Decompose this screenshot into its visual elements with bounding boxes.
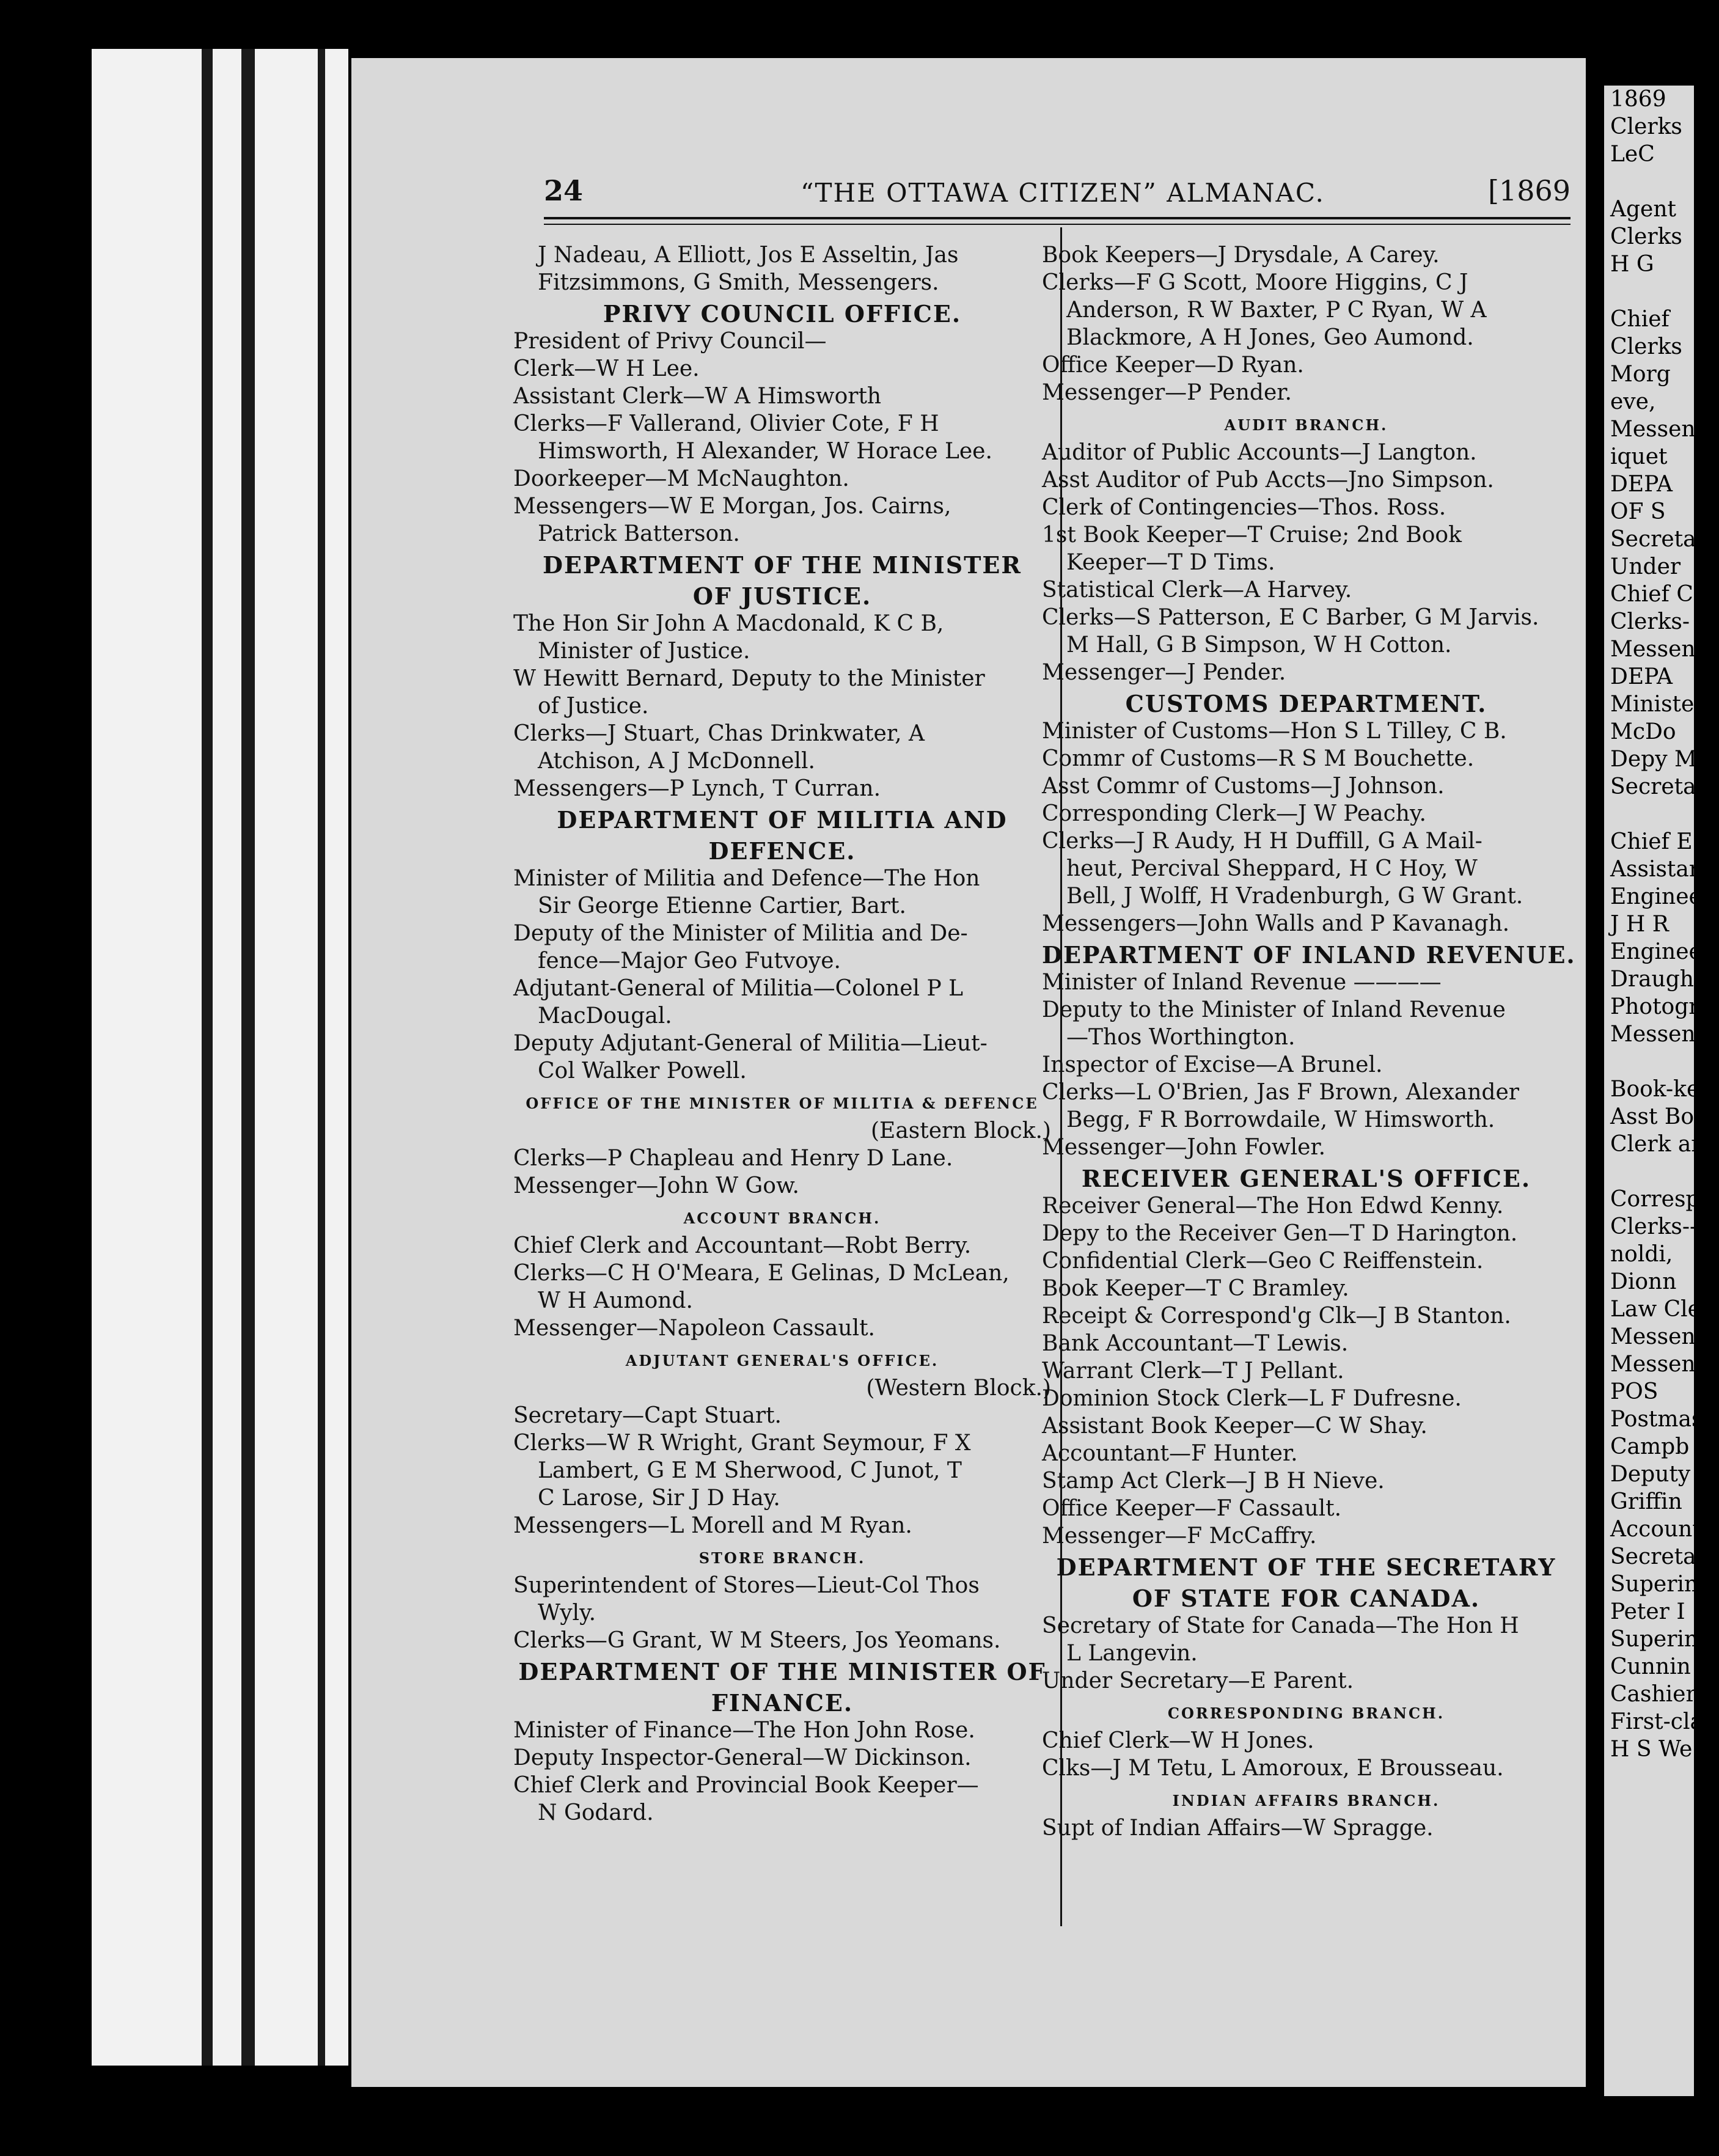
entry-line: Fitzsimmons, G Smith, Messengers. xyxy=(538,270,939,295)
entry-line: (Eastern Block.) xyxy=(871,1118,1051,1143)
next-page-line xyxy=(1604,168,1694,196)
next-page-line: Assistan xyxy=(1610,857,1704,882)
entry-line: Messenger—John Fowler. xyxy=(1042,1135,1326,1160)
next-page-line: Clerks xyxy=(1610,334,1682,359)
next-page-line: Superint xyxy=(1610,1572,1707,1597)
branch-heading: STORE BRANCH. xyxy=(698,1549,866,1567)
entry-line: Patrick Batterson. xyxy=(538,521,740,546)
entry-line: Doorkeeper—M McNaughton. xyxy=(513,466,849,491)
next-page-line xyxy=(1604,278,1694,306)
next-page-line: Depy M xyxy=(1610,747,1697,772)
entry-line: Bell, J Wolff, H Vradenburgh, G W Grant. xyxy=(1066,884,1523,909)
entry-line: Confidential Clerk—Geo C Reiffenstein. xyxy=(1042,1248,1484,1274)
next-page-line: H S We xyxy=(1610,1737,1693,1762)
entry-line: —Thos Worthington. xyxy=(1066,1025,1296,1050)
next-page-line xyxy=(1604,1048,1694,1076)
entry-line: Superintendent of Stores—Lieut-Col Thos xyxy=(513,1573,980,1598)
entry-line: Auditor of Public Accounts—J Langton. xyxy=(1042,440,1477,465)
entry-line: Clerks—L O'Brien, Jas F Brown, Alexander xyxy=(1042,1080,1519,1105)
entry-line: Corresponding Clerk—J W Peachy. xyxy=(1042,801,1426,826)
entry-line: Clerk of Contingencies—Thos. Ross. xyxy=(1042,495,1446,520)
entry-line: Clerks—J Stuart, Chas Drinkwater, A xyxy=(513,721,925,746)
next-page-line: Asst Boo xyxy=(1610,1104,1707,1129)
entry-line: Minister of Inland Revenue ———— xyxy=(1042,970,1442,995)
entry-line: Chief Clerk and Accountant—Robt Berry. xyxy=(513,1233,972,1258)
header-rule xyxy=(544,224,1571,225)
entry-line: Messenger—F McCaffry. xyxy=(1042,1524,1317,1549)
entry-line: Deputy of the Minister of Militia and De- xyxy=(513,921,968,946)
entry-line: Book Keepers—J Drysdale, A Carey. xyxy=(1042,243,1440,268)
next-page-line: LeC xyxy=(1610,142,1655,167)
entry-line: Adjutant-General of Militia—Colonel P L xyxy=(513,976,964,1001)
entry-line: W H Aumond. xyxy=(538,1288,693,1313)
entry-line: Minister of Justice. xyxy=(538,639,750,664)
next-page-line: Cashier-- xyxy=(1610,1682,1712,1707)
next-page-line: Dionn xyxy=(1610,1269,1677,1294)
section-heading: OF JUSTICE. xyxy=(692,582,872,610)
entry-line: Deputy to the Minister of Inland Revenue xyxy=(1042,997,1506,1022)
entry-line: Assistant Clerk—W A Himsworth xyxy=(513,384,882,409)
section-heading: DEFENCE. xyxy=(708,837,856,865)
entry-line: Depy to the Receiver Gen—T D Harington. xyxy=(1042,1221,1518,1246)
entry-line: Messengers—P Lynch, T Curran. xyxy=(513,776,881,801)
page-year: [1869 xyxy=(1487,174,1571,207)
entry-line: Bank Accountant—T Lewis. xyxy=(1042,1331,1349,1356)
entry-line: Accountant—F Hunter. xyxy=(1042,1441,1298,1466)
entry-line: Receipt & Correspond'g Clk—J B Stanton. xyxy=(1042,1304,1511,1329)
entry-line: MacDougal. xyxy=(538,1003,672,1028)
branch-heading: AUDIT BRANCH. xyxy=(1224,416,1388,434)
entry-line: Messengers—W E Morgan, Jos. Cairns, xyxy=(513,494,951,519)
next-page-line: Deputy xyxy=(1610,1462,1691,1487)
next-page-line: Clerks xyxy=(1610,224,1682,249)
next-page-line: Law Cle xyxy=(1610,1297,1701,1322)
next-page-line: Secretary xyxy=(1610,1544,1719,1569)
entry-line: Messenger—J Pender. xyxy=(1042,660,1286,685)
entry-line: Dominion Stock Clerk—L F Dufresne. xyxy=(1042,1386,1462,1411)
next-page-line: Chief xyxy=(1610,307,1670,332)
entry-line: Clerks—W R Wright, Grant Seymour, F X xyxy=(513,1431,971,1456)
section-heading: PRIVY COUNCIL OFFICE. xyxy=(603,300,962,328)
next-page-line: Messeng xyxy=(1610,1324,1710,1349)
branch-heading: INDIAN AFFAIRS BRANCH. xyxy=(1172,1792,1440,1810)
entry-line: J Nadeau, A Elliott, Jos E Asseltin, Jas xyxy=(538,243,959,268)
section-heading: DEPARTMENT OF THE MINISTER OF xyxy=(518,1658,1046,1685)
next-page-line: McDo xyxy=(1610,719,1676,744)
entry-line: Assistant Book Keeper—C W Shay. xyxy=(1042,1414,1428,1439)
entry-line: Inspector of Excise—A Brunel. xyxy=(1042,1052,1383,1077)
entry-line: Minister of Finance—The Hon John Rose. xyxy=(513,1718,975,1743)
next-page-line: Campb xyxy=(1610,1434,1690,1459)
entry-line: Clerks—F G Scott, Moore Higgins, C J xyxy=(1042,270,1468,295)
page-edge-line xyxy=(241,49,255,2066)
branch-heading: OFFICE OF THE MINISTER OF MILITIA & DEFENCE xyxy=(526,1094,1039,1112)
entry-line: fence—Major Geo Futvoye. xyxy=(538,948,841,974)
entry-line: Messenger—John W Gow. xyxy=(513,1173,799,1198)
entry-line: Clerks—S Patterson, E C Barber, G M Jarvis. xyxy=(1042,605,1539,630)
entry-line: Commr of Customs—R S M Bouchette. xyxy=(1042,746,1475,771)
entry-line: Office Keeper—D Ryan. xyxy=(1042,353,1304,378)
entry-line: Minister of Militia and Defence—The Hon xyxy=(513,866,980,891)
next-page-line: Messen xyxy=(1610,417,1696,442)
entry-line: M Hall, G B Simpson, W H Cotton. xyxy=(1066,632,1452,658)
next-page-line xyxy=(1604,1158,1694,1186)
next-page-line: OF S xyxy=(1610,499,1666,524)
entry-line: Under Secretary—E Parent. xyxy=(1042,1668,1354,1693)
entry-line: Clerks—G Grant, W M Steers, Jos Yeomans. xyxy=(513,1628,1001,1653)
branch-heading: ACCOUNT BRANCH. xyxy=(683,1209,881,1227)
next-page-line: Messeng xyxy=(1610,1352,1710,1377)
entry-line: Book Keeper—T C Bramley. xyxy=(1042,1276,1349,1301)
book-page-edges xyxy=(92,49,348,2066)
next-page-line: Griffin xyxy=(1610,1489,1682,1514)
next-page-line: Book-ke xyxy=(1610,1077,1700,1102)
next-page-line: Chief E xyxy=(1610,829,1693,854)
entry-line: Keeper—T D Tims. xyxy=(1066,550,1275,575)
section-heading: DEPARTMENT OF THE SECRETARY xyxy=(1056,1553,1556,1581)
entry-line: Minister of Customs—Hon S L Tilley, C B. xyxy=(1042,719,1507,744)
next-page-line: iquet xyxy=(1610,444,1668,469)
entry-line: (Western Block.) xyxy=(866,1376,1051,1401)
entry-line: Messengers—John Walls and P Kavanagh. xyxy=(1042,911,1510,936)
entry-line: Asst Commr of Customs—J Johnson. xyxy=(1042,774,1445,799)
entry-line: The Hon Sir John A Macdonald, K C B, xyxy=(513,611,944,636)
entry-line: Messengers—L Morell and M Ryan. xyxy=(513,1513,912,1538)
entry-line: Asst Auditor of Pub Accts—Jno Simpson. xyxy=(1042,468,1494,493)
next-page-line: 1869 xyxy=(1610,87,1666,112)
entry-line: Himsworth, H Alexander, W Horace Lee. xyxy=(538,439,992,464)
next-page-line: Agent xyxy=(1610,197,1676,222)
entry-line: Sir George Etienne Cartier, Bart. xyxy=(538,893,906,919)
entry-line: Stamp Act Clerk—J B H Nieve. xyxy=(1042,1469,1385,1494)
next-page-line: J H R xyxy=(1610,912,1669,937)
next-page-line: Clerks xyxy=(1610,114,1682,139)
next-page-line: DEPA xyxy=(1610,664,1673,689)
entry-line: Clerks—P Chapleau and Henry D Lane. xyxy=(513,1146,953,1171)
next-page-line: Photogr xyxy=(1610,994,1699,1019)
next-page-line: H G xyxy=(1610,252,1654,277)
entry-line: C Larose, Sir J D Hay. xyxy=(538,1486,780,1511)
entry-line: Deputy Adjutant-General of Militia—Lieut- xyxy=(513,1031,988,1056)
branch-heading: ADJUTANT GENERAL'S OFFICE. xyxy=(625,1352,939,1370)
section-heading: DEPARTMENT OF INLAND REVENUE. xyxy=(1042,941,1576,969)
left-column xyxy=(513,241,1051,1827)
section-heading: CUSTOMS DEPARTMENT. xyxy=(1125,690,1487,717)
section-heading: RECEIVER GENERAL'S OFFICE. xyxy=(1081,1165,1531,1192)
next-page-line: Enginee xyxy=(1610,884,1702,909)
entry-line: Col Walker Powell. xyxy=(538,1058,747,1084)
next-page-line: Clerks-- xyxy=(1610,1214,1698,1239)
entry-line: Secretary of State for Canada—The Hon H xyxy=(1042,1613,1519,1638)
page-edge-line xyxy=(318,49,325,2066)
entry-line: Office Keeper—F Cassault. xyxy=(1042,1496,1342,1521)
next-page-line: Draught xyxy=(1610,967,1703,992)
next-page-line: Secreta xyxy=(1610,527,1696,552)
page-edge-line xyxy=(202,49,213,2066)
entry-line: Blackmore, A H Jones, Geo Aumond. xyxy=(1066,325,1474,350)
next-page-line: First-clas xyxy=(1610,1709,1715,1734)
next-page-line: Cunnin xyxy=(1610,1654,1691,1679)
section-heading: DEPARTMENT OF MILITIA AND xyxy=(557,806,1008,834)
next-page-line: Postmast xyxy=(1610,1407,1712,1432)
page-number: 24 xyxy=(544,174,584,207)
entry-line: Warrant Clerk—T J Pellant. xyxy=(1042,1358,1344,1384)
entry-line: of Justice. xyxy=(538,694,649,719)
entry-line: Chief Clerk—W H Jones. xyxy=(1042,1728,1314,1753)
next-page-fragment xyxy=(1604,86,1719,2096)
header-rule xyxy=(544,217,1571,219)
entry-line: 1st Book Keeper—T Cruise; 2nd Book xyxy=(1042,522,1462,548)
next-page-line: POS xyxy=(1610,1379,1659,1404)
entry-line: Clerk—W H Lee. xyxy=(513,356,700,381)
entry-line: Secretary—Capt Stuart. xyxy=(513,1403,782,1428)
section-heading: FINANCE. xyxy=(711,1689,854,1717)
next-page-line: Superint xyxy=(1610,1627,1707,1652)
entry-line: N Godard. xyxy=(538,1800,654,1825)
entry-line: Lambert, G E M Sherwood, C Junot, T xyxy=(538,1458,962,1483)
entry-line: L Langevin. xyxy=(1066,1641,1198,1666)
entry-line: Clerks—J R Audy, H H Duffill, G A Mail- xyxy=(1042,829,1483,854)
next-page-line: Enginee xyxy=(1610,939,1702,964)
next-page-line: Peter I xyxy=(1610,1599,1685,1624)
entry-line: Atchison, A J McDonnell. xyxy=(538,749,815,774)
next-page-line: noldi, xyxy=(1610,1242,1673,1267)
section-heading: DEPARTMENT OF THE MINISTER xyxy=(543,551,1022,579)
entry-line: Clks—J M Tetu, L Amoroux, E Brousseau. xyxy=(1042,1756,1504,1781)
entry-line: Clerks—C H O'Meara, E Gelinas, D McLean, xyxy=(513,1261,1010,1286)
next-page-line: Correspo xyxy=(1610,1187,1714,1212)
next-page-line: DEPA xyxy=(1610,472,1673,497)
next-page-line: Secretar xyxy=(1610,774,1707,799)
next-page-line: Accounta xyxy=(1610,1517,1715,1542)
entry-line: W Hewitt Bernard, Deputy to the Minister xyxy=(513,666,985,691)
entry-line: Anderson, R W Baxter, P C Ryan, W A xyxy=(1066,298,1487,323)
entry-line: President of Privy Council— xyxy=(513,329,827,354)
next-page-line: Under xyxy=(1610,554,1681,579)
entry-line: Begg, F R Borrowdaile, W Himsworth. xyxy=(1066,1107,1495,1132)
entry-line: Chief Clerk and Provincial Book Keeper— xyxy=(513,1773,979,1798)
entry-line: Deputy Inspector-General—W Dickinson. xyxy=(513,1745,972,1770)
entry-line: Messenger—P Pender. xyxy=(1042,380,1292,405)
next-page-line: Ministe xyxy=(1610,692,1695,717)
running-title: “THE OTTAWA CITIZEN” ALMANAC. xyxy=(801,178,1325,208)
next-page-line: eve, xyxy=(1610,389,1656,414)
entry-line: Statistical Clerk—A Harvey. xyxy=(1042,578,1352,603)
right-column xyxy=(1042,241,1576,1842)
next-page-line xyxy=(1604,801,1694,828)
next-page-line: Chief C xyxy=(1610,582,1693,607)
entry-line: Wyly. xyxy=(538,1601,596,1626)
page-header xyxy=(544,174,1571,211)
section-heading: OF STATE FOR CANADA. xyxy=(1132,1585,1481,1612)
entry-line: heut, Percival Sheppard, H C Hoy, W xyxy=(1066,856,1478,881)
entry-line: Clerks—F Vallerand, Olivier Cote, F H xyxy=(513,411,939,436)
next-page-line: Messeng xyxy=(1610,1022,1710,1047)
entry-line: Supt of Indian Affairs—W Spragge. xyxy=(1042,1816,1434,1841)
branch-heading: CORRESPONDING BRANCH. xyxy=(1167,1704,1445,1722)
entry-line: Messenger—Napoleon Cassault. xyxy=(513,1316,875,1341)
next-page-line: Clerks- xyxy=(1610,609,1690,634)
next-page-line: Messen xyxy=(1610,637,1696,662)
next-page-line: Morg xyxy=(1610,362,1671,387)
entry-line: Receiver General—The Hon Edwd Kenny. xyxy=(1042,1194,1504,1219)
next-page-line: Clerk an xyxy=(1610,1132,1706,1157)
